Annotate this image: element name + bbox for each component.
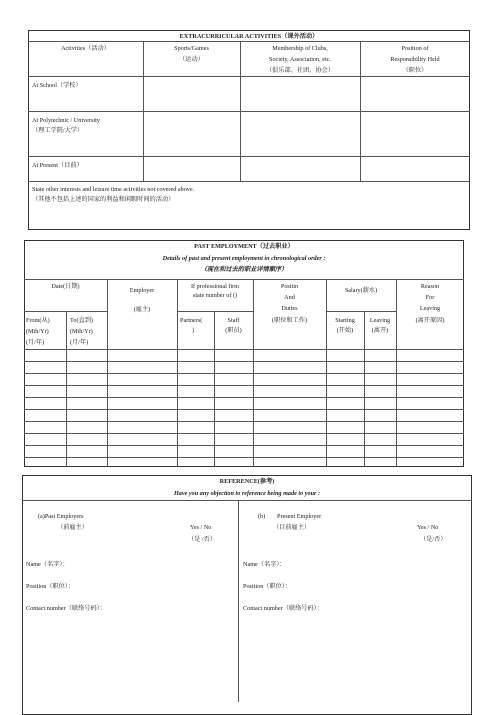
col-membership-l1: Membership of Clubs,: [272, 45, 328, 52]
present-employer-position: Position（职位）：: [243, 583, 292, 590]
past-employment-subtitle: Details of past and present employment in chronological order :: [162, 255, 326, 262]
col-partners-l2: ): [192, 327, 195, 334]
col-leaving: Leaving: [369, 317, 391, 324]
col-membership-cn: （俱乐部、社团、协会）: [265, 67, 335, 74]
col-salary: Salary(薪水): [344, 287, 378, 294]
col-staff: Staff: [227, 317, 240, 324]
other-interests-note: State other interests and leisure time activities not covered above.: [32, 186, 195, 193]
reference-section: [22, 475, 472, 715]
col-partners: Partners(: [180, 317, 203, 324]
present-employer-name: Name（名字）：: [243, 561, 286, 568]
col-from-cn: (月/年): [26, 339, 45, 346]
col-staff-cn: (职员): [225, 327, 242, 334]
col-position-cn: (职位和工作): [271, 317, 308, 324]
past-employers-heading: (a)Past Employers: [38, 513, 84, 520]
col-date: Date(日期): [51, 283, 80, 290]
present-employer-yes-no: Yes / No: [417, 524, 439, 531]
present-employer-heading-prefix: (b): [258, 513, 266, 520]
past-employers-heading-cn: （前雇主）: [57, 524, 88, 531]
col-starting-cn: (开始): [336, 327, 354, 334]
other-interests-note-cn: （其他不包括上述的国家的利益和闲暇时间的活动）: [32, 196, 175, 203]
col-sports-games: Sports/Games: [174, 45, 209, 52]
col-employer-cn: (雇主): [133, 306, 151, 313]
extracurricular-title: EXTRACURRICULAR ACTIVITIES（课外活动）: [179, 33, 319, 40]
present-employer-heading: Present Employer: [277, 513, 322, 520]
col-from-fmt: (Mth/Yr): [26, 328, 49, 335]
col-reason-l2: For: [425, 294, 435, 301]
col-position-l2: And: [284, 294, 295, 301]
col-professional-firm-l2: state number of (): [192, 292, 238, 299]
present-employer-heading-cn: （目前雇主）: [273, 524, 311, 531]
past-employment-subtitle-cn: （现在和过去的职业详情顺序）: [200, 266, 288, 273]
col-position-l1: Positin: [280, 283, 299, 290]
past-employers-yes-no: Yes / No: [190, 524, 212, 531]
present-employer-contact: Contact number（联络号码）：: [243, 605, 323, 612]
row-at-school: At School（学校）: [32, 82, 82, 89]
col-reason-l1: Reason: [420, 283, 440, 290]
col-from: From(从): [26, 317, 50, 324]
present-employer-yes-no-cn: （是/否）: [420, 536, 447, 543]
reference-question: Have you any objection to reference being made to your :: [173, 490, 321, 497]
col-to-cn: (月/年): [70, 339, 89, 346]
col-sports-games-cn: （运动）: [179, 56, 204, 63]
col-reason-l3: Leaving: [419, 305, 441, 312]
col-position-cn: （职位）: [402, 67, 428, 74]
col-position-l3: Duties: [281, 305, 298, 312]
row-at-present: At Present（目前）: [32, 162, 83, 169]
past-employer-contact: Contact number（联络号码）：: [26, 605, 106, 612]
col-professional-firm-l1: If professional firm: [190, 283, 240, 290]
row-at-polytechnic-cn: （理工学院/大学）: [32, 127, 84, 134]
col-starting: Starting: [335, 317, 355, 324]
col-leaving-cn: (离开): [371, 327, 389, 334]
col-position-l1: Position of: [401, 45, 429, 52]
col-reason-cn: (离开原因): [415, 317, 445, 324]
col-activities: Activities（活动）: [61, 45, 110, 52]
reference-title: REFERENCE(参考): [219, 478, 275, 485]
past-employment-title: PAST EMPLOYMENT（过去职业）: [194, 243, 294, 250]
col-position-l2: Responsibility Held: [390, 56, 440, 63]
past-employer-name: Name（名字）：: [26, 561, 69, 568]
past-employer-position: Position（职位）：: [26, 583, 75, 590]
col-employer: Employer: [129, 287, 155, 294]
col-to-fmt: (Mth/Yr): [70, 328, 93, 335]
col-membership-l2: Society, Association, etc.: [269, 56, 331, 63]
row-at-polytechnic: At Polytechnic / University: [32, 117, 100, 124]
col-to: To(直到): [70, 317, 93, 324]
past-employers-yes-no-cn: （是 /否）: [188, 536, 217, 543]
